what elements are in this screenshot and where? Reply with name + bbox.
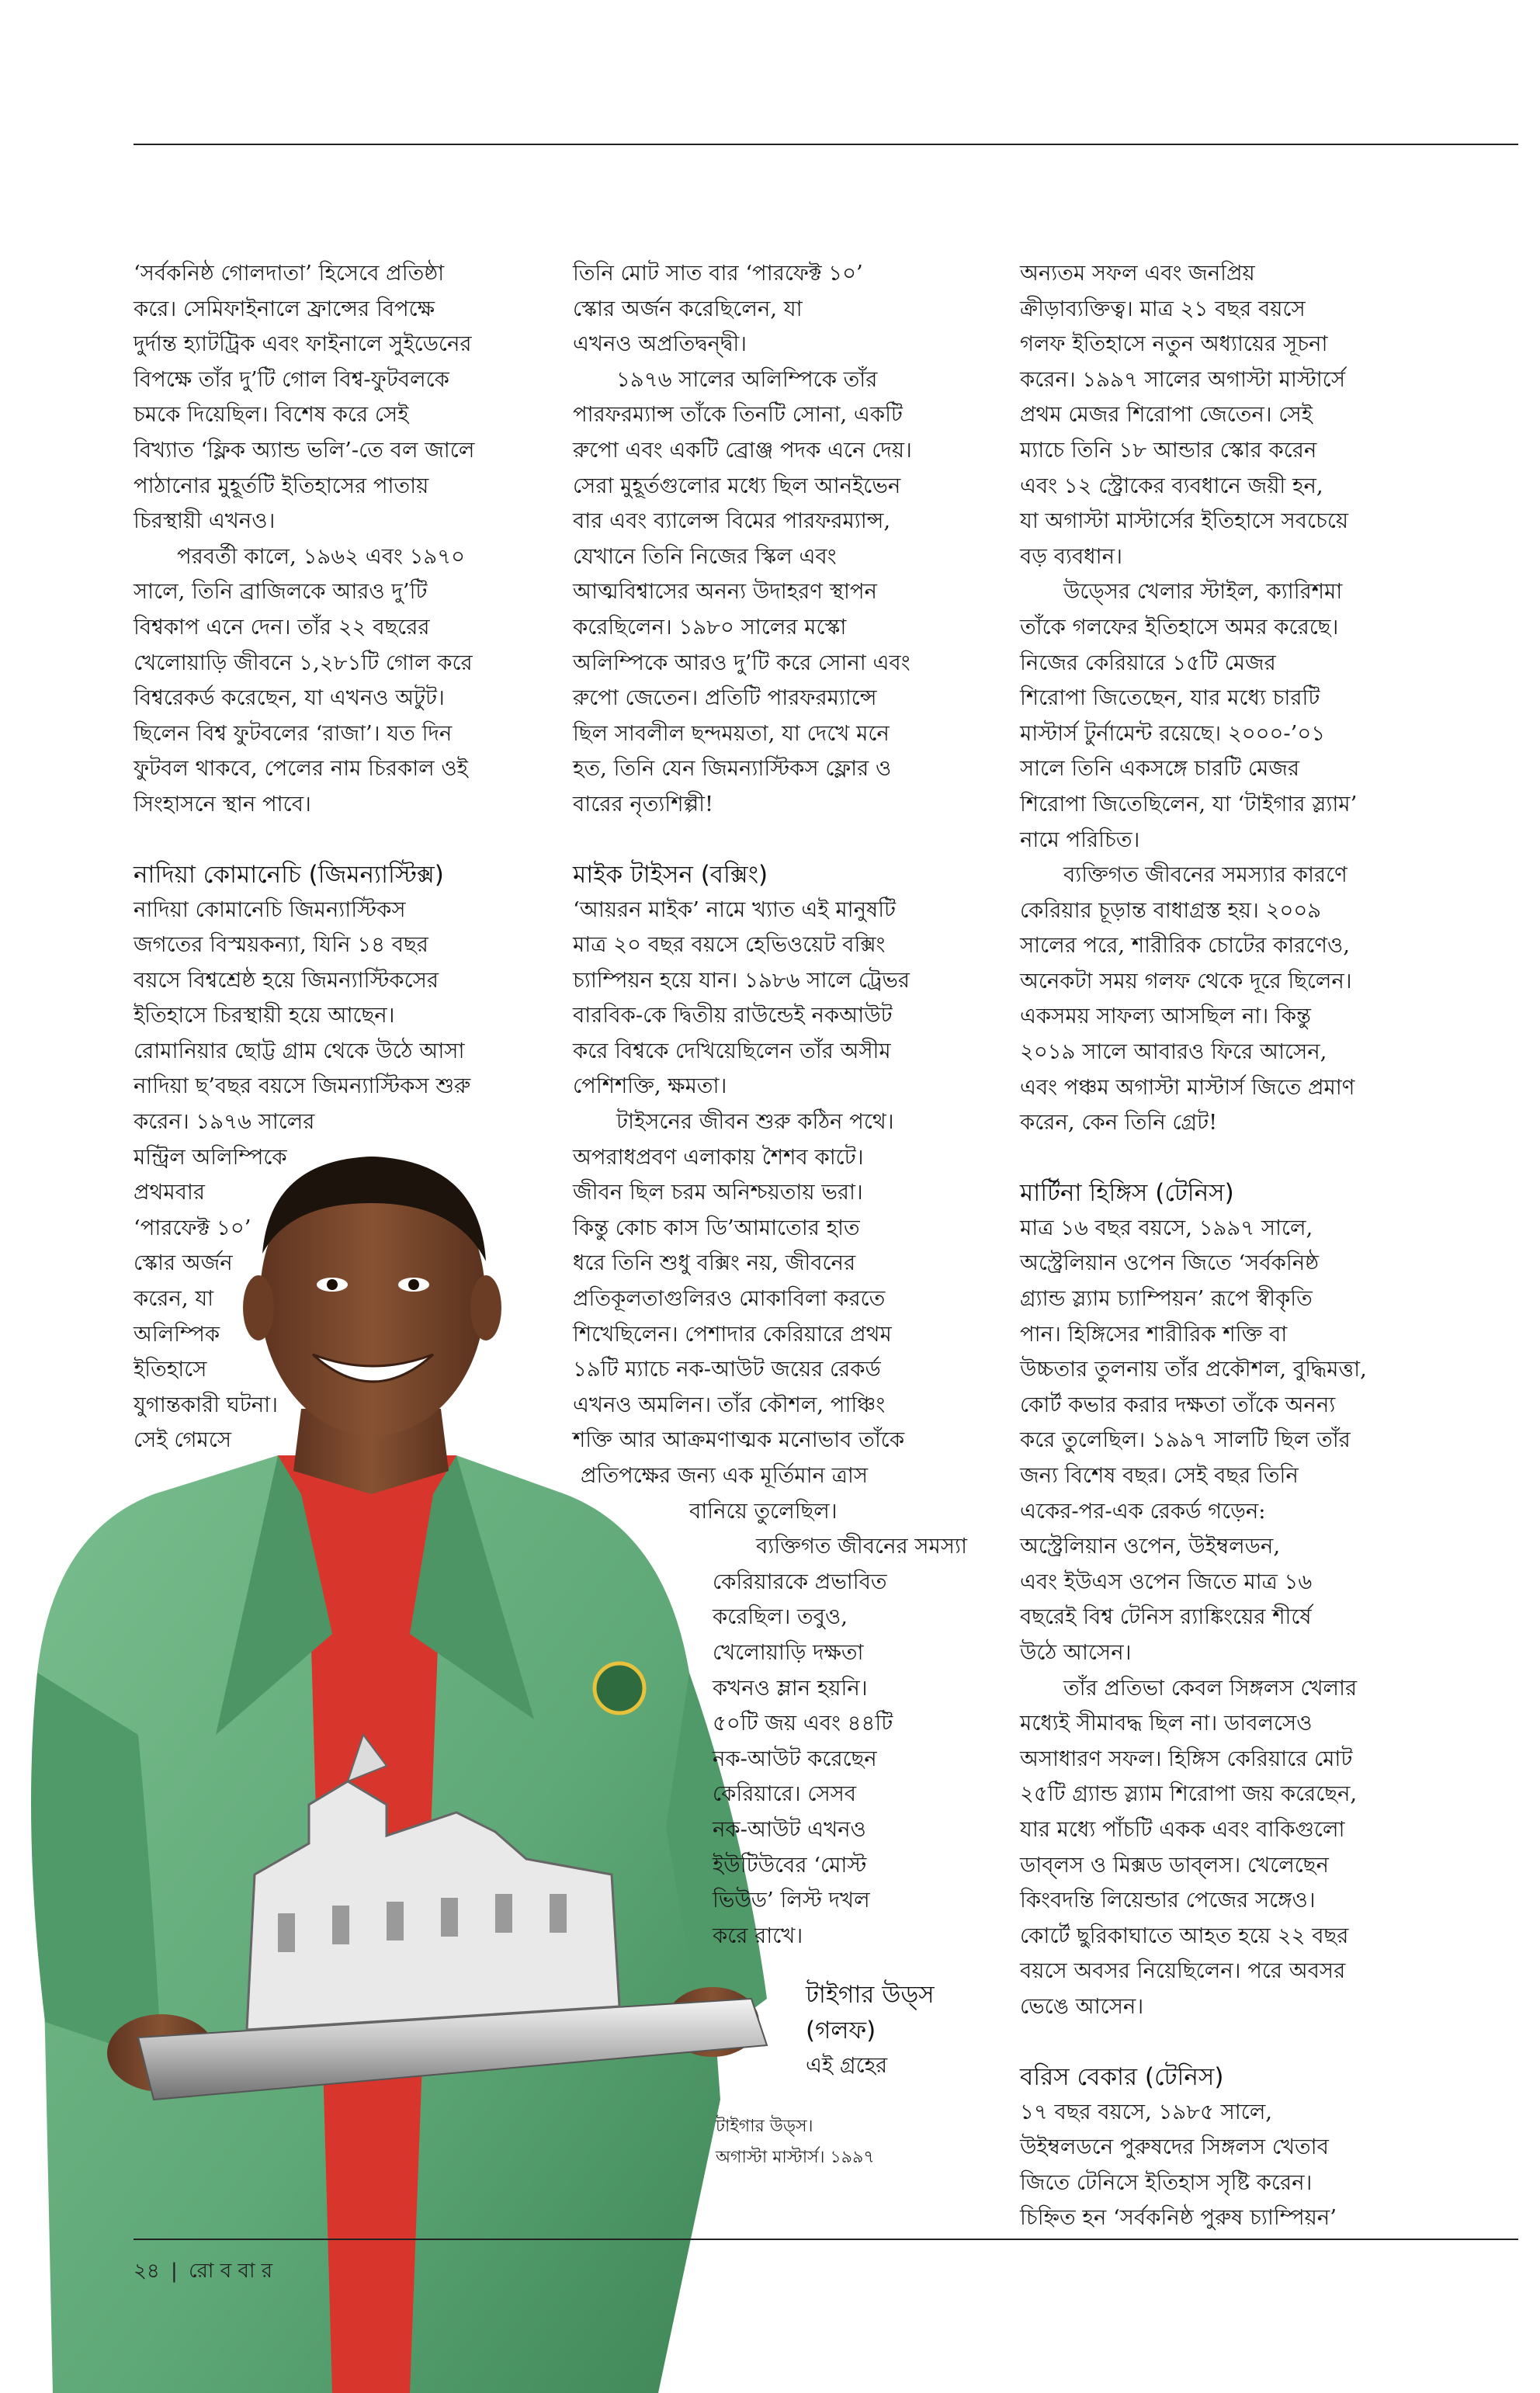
- text-line: কখনও ম্লান হয়নি।: [713, 1675, 868, 1701]
- text-line: যা অগাস্টা মাস্টার্সের ইতিহাসে সবচেয়ে: [1020, 508, 1349, 534]
- text-line: অস্ট্রেলিয়ান ওপেন জিতে ‘সর্বকনিষ্ঠ: [1020, 1250, 1320, 1276]
- text-line: গলফ ইতিহাসে নতুন অধ্যায়ের সূচনা: [1020, 331, 1328, 357]
- text-line: ইতিহাসে: [134, 1357, 207, 1382]
- heading-becker: বরিস বেকার (টেনিস): [1020, 2062, 1224, 2091]
- text-line: করেন। ১৯৯৭ সালের অগাস্টা মাস্টার্সে: [1020, 366, 1345, 392]
- heading-woods-line-1: টাইগার উড্স: [806, 1981, 935, 2010]
- text-line: কিংবদন্তি লিয়েন্ডার পেজের সঙ্গেও।: [1020, 1888, 1316, 1913]
- text-line: মাত্র ১৬ বছর বয়সে, ১৯৯৭ সালে,: [1020, 1215, 1313, 1240]
- text-line: করে তুলেছিল। ১৯৯৭ সালটি ছিল তাঁর: [1020, 1427, 1351, 1453]
- text-line: ম্যাচে তিনি ১৮ আন্ডার স্কোর করেন: [1020, 437, 1317, 463]
- text-line: রুপো এবং একটি ব্রোঞ্জ পদক এনে দেয়।: [573, 437, 912, 463]
- text-line: শিরোপা জিতেছিলেন, যা ‘টাইগার স্ল্যাম’: [1020, 791, 1358, 817]
- text-line: কোর্ট কভার করার দক্ষতা তাঁকে অনন্য: [1020, 1392, 1336, 1417]
- text-line: সালে, তিনি ব্রাজিলকে আরও দু’টি: [134, 579, 428, 605]
- text-line: ধরে তিনি শুধু বক্সিং নয়, জীবনের: [573, 1250, 856, 1276]
- text-line: কেরিয়ার চূড়ান্ত বাধাগ্রস্ত হয়। ২০০৯: [1020, 897, 1322, 923]
- text-line: করে রাখে।: [713, 1923, 803, 1948]
- text-line: জন্য বিশেষ বছর। সেই বছর তিনি: [1020, 1463, 1299, 1488]
- text-line: ইতিহাসে চিরস্থায়ী হয়ে আছেন।: [134, 1003, 395, 1028]
- text-line: প্রতিকূলতাগুলিরও মোকাবিলা করতে: [573, 1286, 886, 1312]
- text-line: সালে তিনি একসঙ্গে চারটি মেজর: [1020, 756, 1299, 782]
- text-line: বার এবং ব্যালেন্স বিমের পারফরম্যান্স,: [573, 508, 891, 534]
- text-line: করেন, যা: [134, 1286, 214, 1312]
- text-line: চ্যাম্পিয়ন হয়ে যান। ১৯৮৬ সালে ট্রেভর: [573, 967, 910, 993]
- text-line: বয়সে বিশ্বশ্রেষ্ঠ হয়ে জিমন্যাস্টিকসের: [134, 967, 439, 993]
- column-3: [1020, 256, 1486, 2236]
- text-line: পাঠানোর মুহূর্তটি ইতিহাসের পাতায়: [134, 473, 429, 498]
- text-line: চমকে দিয়েছিল। বিশেষ করে সেই: [134, 402, 409, 428]
- text-line: পান। হিঙ্গিসের শারীরিক শক্তি বা: [1020, 1321, 1288, 1347]
- text-line: যুগান্তকারী ঘটনা।: [134, 1392, 278, 1417]
- text-line: ১৭ বছর বয়সে, ১৯৮৫ সালে,: [1020, 2099, 1273, 2124]
- text-line: রুপো জেতেন। প্রতিটি পারফরম্যান্সে: [573, 685, 877, 711]
- tyson-paragraph-1: [573, 893, 992, 1105]
- comaneci-paragraph-3: [573, 362, 992, 823]
- text-line: বিশ্বরেকর্ড করেছেন, যা এখনও অটুট।: [134, 685, 445, 711]
- text-line: উঠে আসেন।: [1020, 1639, 1132, 1665]
- text-line: টাইসনের জীবন শুরু কঠিন পথে।: [616, 1109, 894, 1135]
- text-line: বয়সে অবসর নিয়েছিলেন। পরে অবসর: [1020, 1958, 1346, 1984]
- pele-paragraph-1: [134, 256, 537, 539]
- text-line: ১৯৭৬ সালের অলিম্পিকে তাঁর: [616, 366, 878, 392]
- text-line: অলিম্পিকে আরও দু’টি করে সোনা এবং: [573, 650, 910, 675]
- text-line: ছিল সাবলীল ছন্দময়তা, যা দেখে মনে: [573, 720, 890, 746]
- text-line: অনেকটা সময় গলফ থেকে দূরে ছিলেন।: [1020, 968, 1352, 994]
- text-line: বিপক্ষে তাঁর দু’টি গোল বিশ্ব-ফুটবলকে: [134, 366, 449, 392]
- text-line: এখনও অপ্রতিদ্বন্দ্বী।: [573, 331, 747, 357]
- text-line: পেশিশক্তি, ক্ষমতা।: [573, 1073, 727, 1099]
- text-line: নক-আউট করেছেন: [713, 1746, 877, 1771]
- text-line: শিরোপা জিতেছেন, যার মধ্যে চারটি: [1020, 685, 1320, 711]
- woods-intro: এই গ্রহের: [806, 2053, 888, 2079]
- text-line: অপরাধপ্রবণ এলাকায় শৈশব কাটে।: [573, 1144, 864, 1170]
- text-line: আত্মবিশ্বাসের অনন্য উদাহরণ স্থাপন: [573, 579, 877, 605]
- magazine-name: রো ব বা র: [189, 2259, 273, 2283]
- woods-paragraph-3: [1020, 858, 1486, 1141]
- woods-paragraph-2: [1020, 574, 1486, 858]
- text-line: অস্ট্রেলিয়ান ওপেন, উইম্বলডন,: [1020, 1534, 1281, 1559]
- text-line: কোর্টে ছুরিকাঘাতে আহত হয়ে ২২ বছর: [1020, 1923, 1349, 1948]
- text-line: জীবন ছিল চরম অনিশ্চয়তায় ভরা।: [573, 1180, 863, 1205]
- heading-woods-line-2: (গলফ): [806, 2017, 876, 2045]
- caption-line-1: টাইগার উড্স।: [716, 2117, 813, 2136]
- text-line: নক-আউট এখনও: [713, 1816, 866, 1842]
- text-line: ‘সর্বকনিষ্ঠ গোলদাতা’ হিসেবে প্রতিষ্ঠা: [134, 261, 445, 286]
- text-line: করেন, কেন তিনি গ্রেট!: [1020, 1110, 1218, 1136]
- text-line: ডাব্‌লস ও মিক্সড ডাব্‌লস। খেলেছেন: [1020, 1852, 1329, 1878]
- text-line: চিরস্থায়ী এখনও।: [134, 508, 276, 534]
- text-line: সেই গেমসে: [134, 1427, 232, 1453]
- text-line: সেরা মুহূর্তগুলোর মধ্যে ছিল আনইভেন: [573, 473, 901, 498]
- text-line: প্রথমবার: [134, 1180, 206, 1205]
- hingis-paragraph-1: [1020, 1211, 1486, 1671]
- text-line: অলিম্পিক: [134, 1321, 220, 1347]
- text-line: একসময় সাফল্য আসছিল না। কিন্তু: [1020, 1004, 1312, 1029]
- text-line: ক্রীড়াব্যক্তিত্ব। মাত্র ২১ বছর বয়সে: [1020, 296, 1306, 321]
- heading-tyson: মাইক টাইসন (বক্সিং): [573, 860, 768, 889]
- text-line: প্রথম মেজর শিরোপা জেতেন। সেই: [1020, 402, 1313, 428]
- comaneci-paragraph: [134, 893, 537, 1459]
- text-line: করেছিলেন। ১৯৮০ সালের মস্কো: [573, 614, 847, 640]
- text-line: তাঁকে গলফের ইতিহাসে অমর করেছে।: [1020, 614, 1339, 640]
- text-line: ফুটবল থাকবে, পেলের নাম চিরকাল ওই: [134, 756, 468, 782]
- tyson-paragraph-3: [713, 1529, 992, 1954]
- text-line: ২৫টি গ্র্যান্ড স্ল্যাম শিরোপা জয় করেছেন,: [1020, 1781, 1358, 1807]
- becker-paragraph: [1020, 2095, 1486, 2236]
- text-line: উচ্চতার তুলনায় তাঁর প্রকৌশল, বুদ্ধিমত্তা,: [1020, 1357, 1367, 1382]
- text-line: বারের নৃত্যশিল্পী!: [573, 791, 714, 817]
- text-line: নিজের কেরিয়ারে ১৫টি মেজর: [1020, 650, 1276, 675]
- woods-paragraph-1: [1020, 256, 1486, 574]
- text-line: পরবর্তী কালে, ১৯৬২ এবং ১৯৭০: [177, 543, 466, 569]
- text-line: নামে পরিচিত।: [1020, 827, 1140, 852]
- caption-line-2: অগাস্টা মাস্টার্স। ১৯৯৭: [716, 2148, 875, 2167]
- text-line: বড় ব্যবধান।: [1020, 543, 1122, 569]
- text-line: মাস্টার্স টুর্নামেন্ট রয়েছে। ২০০০-’০১: [1020, 720, 1326, 746]
- text-line: ৫০টি জয় এবং ৪৪টি: [713, 1711, 893, 1736]
- text-line: ব্যক্তিগত জীবনের সমস্যা: [756, 1534, 967, 1559]
- text-line: মন্ট্রিল অলিম্পিকে: [134, 1144, 287, 1170]
- column-1: [134, 256, 537, 1458]
- text-line: দুর্দান্ত হ্যাটট্রিক এবং ফাইনালে সুইডেনের: [134, 331, 472, 357]
- text-line: করেছিল। তবুও,: [713, 1604, 848, 1630]
- text-line: ‘আয়রন মাইক’ নামে খ্যাত এই মানুষটি: [573, 897, 897, 922]
- column-2: [573, 256, 992, 2084]
- footer-separator: |: [171, 2259, 178, 2283]
- text-line: বছরেই বিশ্ব টেনিস র‍্যাঙ্কিংয়ের শীর্ষে: [1020, 1604, 1312, 1630]
- text-line: কেরিয়ারকে প্রভাবিত: [713, 1569, 887, 1594]
- text-line: যেখানে তিনি নিজের স্কিল এবং: [573, 543, 837, 569]
- text-line: খেলোয়াড়ি দক্ষতা: [713, 1639, 864, 1665]
- text-line: এবং পঞ্চম অগাস্টা মাস্টার্স জিতে প্রমাণ: [1020, 1074, 1355, 1100]
- text-line: অন্যতম সফল এবং জনপ্রিয়: [1020, 261, 1255, 286]
- heading-hingis: মার্টিনা হিঙ্গিস (টেনিস): [1020, 1178, 1234, 1207]
- heading-comaneci: নাদিয়া কোমানেচি (জিমন্যাস্টিক্স): [134, 860, 444, 889]
- page-number: ২৪: [134, 2259, 160, 2283]
- text-line: শিখেছিলেন। পেশাদার কেরিয়ারে প্রথম: [573, 1321, 892, 1347]
- text-line: নাদিয়া কোমানেচি জিমন্যাস্টিকস: [134, 897, 406, 922]
- text-line: প্রতিপক্ষের জন্য এক মূর্তিমান ত্রাস: [581, 1463, 869, 1488]
- photo-caption: [716, 2111, 875, 2173]
- text-line: কেরিয়ারে। সেসব: [713, 1781, 857, 1807]
- text-line: স্কোর অর্জন: [134, 1250, 233, 1276]
- bottom-rule: [134, 2239, 1518, 2240]
- text-line: বিশ্বকাপ এনে দেন। তাঁর ২২ বছরের: [134, 614, 430, 640]
- text-line: ‘পারফেক্ট ১০’: [134, 1215, 251, 1240]
- text-line: শক্তি আর আক্রমণাত্মক মনোভাব তাঁকে: [573, 1427, 905, 1453]
- text-line: মাত্র ২০ বছর বয়সে হেভিওয়েট বক্সিং: [573, 932, 886, 958]
- text-line: হত, তিনি যেন জিমন্যাস্টিকস ফ্লোর ও: [573, 756, 892, 782]
- text-line: ১৯টি ম্যাচে নক-আউট জয়ের রেকর্ড: [573, 1357, 881, 1382]
- text-line: কিন্তু কোচ কাস ডি’আমাতোর হাত: [573, 1215, 860, 1240]
- comaneci-paragraph-2: [573, 256, 992, 362]
- text-line: স্কোর অর্জন করেছিলেন, যা: [573, 296, 803, 321]
- text-line: এখনও অমলিন। তাঁর কৌশল, পাঞ্চিং: [573, 1392, 886, 1417]
- text-line: একের-পর-এক রেকর্ড গড়েন:: [1020, 1498, 1266, 1524]
- text-line: ছিলেন বিশ্ব ফুটবলের ‘রাজা’। যত দিন: [134, 720, 453, 746]
- text-line: সিংহাসনে স্থান পাবে।: [134, 791, 311, 817]
- text-line: এবং ১২ স্ট্রোকের ব্যবধানে জয়ী হন,: [1020, 473, 1323, 498]
- text-line: নাদিয়া ছ’বছর বয়সে জিমন্যাস্টিকস শুরু: [134, 1073, 471, 1099]
- text-line: অসাধারণ সফল। হিঙ্গিস কেরিয়ারে মোট: [1020, 1746, 1353, 1771]
- text-line: পারফরম্যান্স তাঁকে তিনটি সোনা, একটি: [573, 402, 903, 428]
- hingis-paragraph-2: [1020, 1671, 1486, 2025]
- tyson-paragraph-2: [573, 1105, 992, 1529]
- text-line: জগতের বিস্ময়কন্যা, যিনি ১৪ বছর: [134, 932, 428, 958]
- text-line: গ্র্যান্ড স্ল্যাম চ্যাম্পিয়ন’ রূপে স্বীকৃতি: [1020, 1286, 1313, 1312]
- text-line: চিহ্নিত হন ‘সর্বকনিষ্ঠ পুরুষ চ্যাম্পিয়ন’: [1020, 2205, 1337, 2231]
- text-line: মধ্যেই সীমাবদ্ধ ছিল না। ডাবলসেও: [1020, 1711, 1313, 1736]
- text-line: উইম্বলডনে পুরুষদের সিঙ্গলস খেতাব: [1020, 2135, 1329, 2160]
- text-line: বানিয়ে তুলেছিল।: [689, 1498, 838, 1524]
- page-footer: [134, 2255, 272, 2289]
- text-line: এবং ইউএস ওপেন জিতে মাত্র ১৬: [1020, 1569, 1313, 1594]
- text-line: তিনি মোট সাত বার ‘পারফেক্ট ১০’: [573, 261, 863, 286]
- text-line: করেন। ১৯৭৬ সালের: [134, 1109, 315, 1135]
- text-line: করে বিশ্বকে দেখিয়েছিলেন তাঁর অসীম: [573, 1038, 891, 1063]
- text-line: ভিউড’ লিস্ট দখল: [713, 1888, 870, 1913]
- text-line: ব্যক্তিগত জীবনের সমস্যার কারণে: [1063, 862, 1348, 888]
- text-line: খেলোয়াড়ি জীবনে ১,২৮১টি গোল করে: [134, 650, 473, 675]
- text-line: বারবিক-কে দ্বিতীয় রাউন্ডেই নকআউট: [573, 1003, 893, 1028]
- text-line: ইউটিউবের ‘মোস্ট: [713, 1852, 867, 1878]
- text-line: সালের পরে, শারীরিক চোটের কারণেও,: [1020, 933, 1350, 959]
- text-line: যার মধ্যে পাঁচটি একক এবং বাকিগুলো: [1020, 1816, 1345, 1842]
- text-line: রোমানিয়ার ছোট্ট গ্রাম থেকে উঠে আসা: [134, 1038, 465, 1063]
- text-line: করে। সেমিফাইনালে ফ্রান্সের বিপক্ষে: [134, 296, 435, 321]
- top-rule: [134, 144, 1518, 145]
- text-line: উড্সের খেলার স্টাইল, ক্যারিশমা: [1063, 579, 1343, 605]
- text-line: ২০১৯ সালে আবারও ফিরে আসেন,: [1020, 1039, 1327, 1065]
- text-line: ভেঙে আসেন।: [1020, 1993, 1144, 2019]
- text-line: জিতে টেনিসে ইতিহাস সৃষ্টি করেন।: [1020, 2169, 1313, 2195]
- text-line: বিখ্যাত ‘ফ্লিক অ্যান্ড ভলি’-তে বল জালে: [134, 437, 475, 463]
- pele-paragraph-2: [134, 539, 537, 823]
- text-line: তাঁর প্রতিভা কেবল সিঙ্গলস খেলার: [1063, 1675, 1358, 1701]
